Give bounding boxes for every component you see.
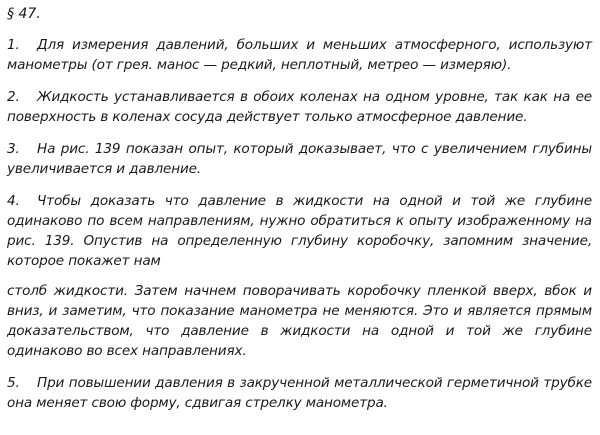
paragraph-4-continued bbox=[7, 281, 592, 361]
paragraph-number: 2. bbox=[7, 89, 20, 105]
paragraph-text: При повышении давления в закрученной металлической герметичной трубке она меняет свою форму, сдвигая стрелку манометра. bbox=[7, 375, 592, 411]
paragraph-text: Для измерения давлений, больших и меньших атмосферного, используют манометры (от грея. манос — редкий, неплотный, метрео — измеряю). bbox=[7, 37, 592, 73]
paragraph-1 bbox=[7, 35, 592, 75]
paragraph-text: На рис. 139 показан опыт, который доказывает, что с увеличением глубины увеличивается и давление. bbox=[7, 141, 592, 177]
paragraph-5 bbox=[7, 373, 592, 413]
paragraph-3 bbox=[7, 139, 592, 179]
paragraph-number: 1. bbox=[7, 37, 20, 53]
paragraph-number: 5. bbox=[7, 375, 20, 391]
paragraph-number: 4. bbox=[7, 193, 20, 209]
paragraph-text: Жидкость устанавливается в обоих коленах на одном уровне, так как на ее поверхность в коленах сосуда действует только атмосферное давление. bbox=[7, 89, 592, 125]
paragraph-text: Чтобы доказать что давление в жидкости на одной и той же глубине одинаково по всем направлениям, нужно обратиться к опыту изображенному на рис. 139. Опустив на определенную глубину коробочку, запомним значение, которое покажет нам bbox=[7, 193, 592, 269]
paragraph-text: столб жидкости. Затем начнем поворачивать коробочку пленкой вверх, вбок и вниз, и заметим, что показание манометра не меняются. Это и является прямым доказательством, что давление в жидкости на одной и той же глубине одинаково во всех направлениях. bbox=[7, 283, 592, 359]
paragraph-number: 3. bbox=[7, 141, 20, 157]
section-heading: § 47. bbox=[7, 6, 41, 22]
paragraph-2 bbox=[7, 87, 592, 127]
paragraph-4 bbox=[7, 191, 592, 271]
